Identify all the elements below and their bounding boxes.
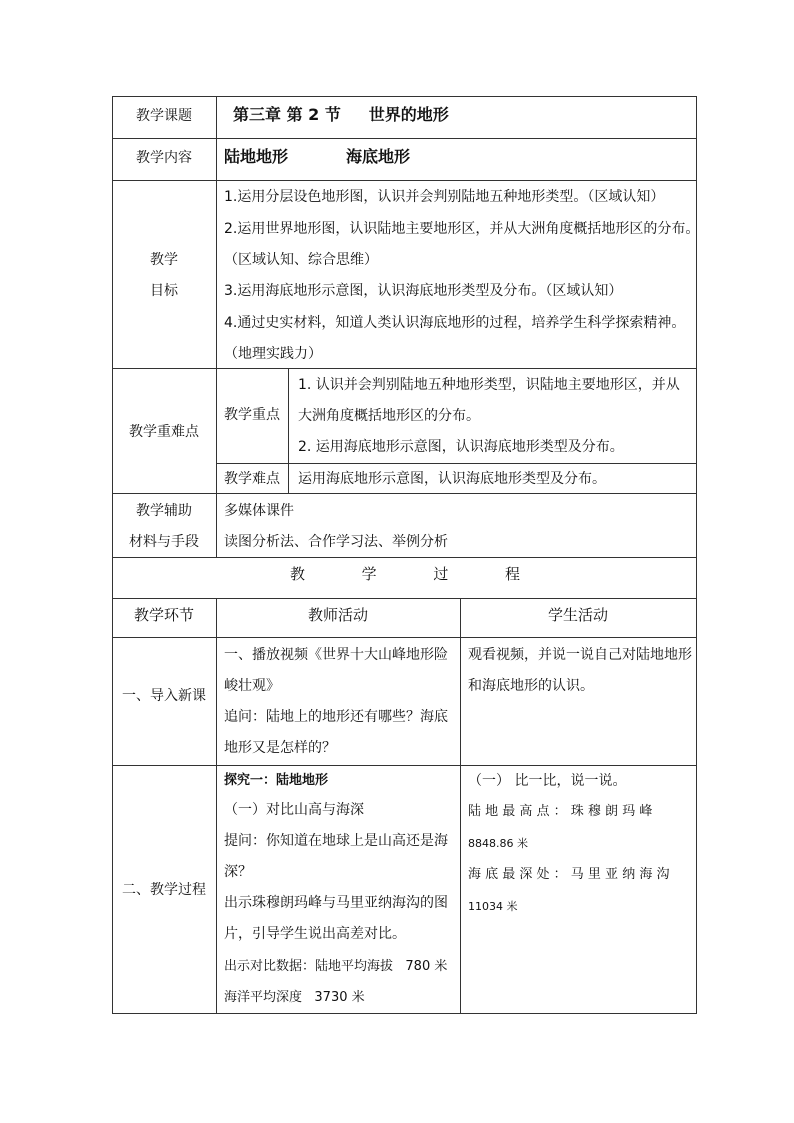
teacher-activity-line: 追问：陆地上的地形还有哪些？海底 xyxy=(224,709,448,725)
content-item-land: 陆地地形 xyxy=(224,147,289,166)
student-activity-line: 海 底 最 深 处 ： 马 里 亚 纳 海 沟 xyxy=(468,867,670,882)
goals-label-line1: 教学 xyxy=(150,252,178,268)
content-item-seabed: 海底地形 xyxy=(346,147,411,166)
teacher-activity-line: 海洋平均深度 3730 米 xyxy=(224,990,365,1005)
student-activity-line: 和海底地形的认识。 xyxy=(468,678,594,694)
teacher-activity-line: 提问：你知道在地球上是山高还是海 xyxy=(224,833,448,849)
process-heading-char: 过 xyxy=(433,565,449,583)
border-top xyxy=(112,96,697,97)
teacher-activity-line: 一、播放视频《世界十大山峰地形险 xyxy=(224,647,448,663)
student-activity-line: 11034 米 xyxy=(468,900,518,913)
aids-methods-line2: 读图分析法、合作学习法、举例分析 xyxy=(224,534,448,550)
goal-line: （地理实践力） xyxy=(224,346,322,362)
stage-intro: 一、导入新课 xyxy=(122,688,206,704)
border-left xyxy=(112,96,113,1014)
row-line xyxy=(112,138,697,139)
goal-line: 4.通过史实材料，知道人类认识海底地形的过程，培养学生科学探索精神。 xyxy=(224,315,686,331)
column-header-stage: 教学环节 xyxy=(133,606,194,624)
col-line xyxy=(460,598,461,1014)
column-header-student: 学生活动 xyxy=(547,606,608,624)
aids-label-line2: 材料与手段 xyxy=(129,534,199,550)
aids-label-line1: 教学辅助 xyxy=(136,503,192,519)
goal-line: 2.运用世界地形图，认识陆地主要地形区，并从大洲角度概括地形区的分布。 xyxy=(224,221,700,237)
row-line xyxy=(112,493,697,494)
student-activity-line: 观看视频，并说一说自己对陆地地形 xyxy=(468,647,692,663)
row-line xyxy=(112,557,697,558)
difficulty-text: 运用海底地形示意图，认识海底地形类型及分布。 xyxy=(298,471,606,487)
process-heading-char: 学 xyxy=(361,565,377,583)
student-activity-line: （一） 比一比，说一说。 xyxy=(468,773,627,789)
inquiry-title: 探究一：陆地地形 xyxy=(224,773,329,788)
process-heading xyxy=(290,566,520,583)
lesson-plan-table xyxy=(112,96,700,1014)
goal-line: 3.运用海底地形示意图，认识海底地形类型及分布。（区域认知） xyxy=(224,283,623,299)
col-line xyxy=(216,96,217,557)
topic-value: 第三章 第 2 节 世界的地形 xyxy=(233,105,449,124)
key-point-line: 1. 认识并会判别陆地五种地形类型，识陆地主要地形区，并从 xyxy=(298,377,680,393)
goals-label-line2: 目标 xyxy=(150,283,178,299)
row-line xyxy=(112,368,697,369)
teacher-activity-line: 深？ xyxy=(224,864,252,880)
row-line xyxy=(112,180,697,181)
border-bottom xyxy=(112,1013,697,1014)
process-heading-char: 教 xyxy=(290,565,306,583)
teacher-activity-line: 出示珠穆朗玛峰与马里亚纳海沟的图 xyxy=(224,895,448,911)
teacher-activity-line: （一）对比山高与海深 xyxy=(224,802,364,818)
topic-label: 教学课题 xyxy=(136,108,192,124)
goal-line: 1.运用分层设色地形图，认识并会判别陆地五种地形类型。（区域认知） xyxy=(224,189,665,205)
content-label: 教学内容 xyxy=(136,150,192,166)
col-line xyxy=(288,368,289,493)
key-point-line: 大洲角度概括地形区的分布。 xyxy=(298,408,480,424)
student-activity-line: 8848.86 米 xyxy=(468,837,528,850)
key-points-label: 教学重点 xyxy=(224,407,280,423)
teacher-activity-line: 出示对比数据：陆地平均海拔 780 米 xyxy=(224,959,448,974)
row-line xyxy=(112,765,697,766)
key-point-line: 2. 运用海底地形示意图，认识海底地形类型及分布。 xyxy=(298,439,624,455)
student-activity-line: 陆 地 最 高 点 ： 珠 穆 朗 玛 峰 xyxy=(468,804,653,819)
aids-methods-line1: 多媒体课件 xyxy=(224,503,294,519)
key-difficulty-label: 教学重难点 xyxy=(129,424,199,440)
col-line xyxy=(216,598,217,1014)
row-line xyxy=(112,598,697,599)
stage-process: 二、教学过程 xyxy=(122,882,206,898)
column-header-teacher: 教师活动 xyxy=(307,606,368,624)
row-line xyxy=(112,637,697,638)
teacher-activity-line: 片，引导学生说出高差对比。 xyxy=(224,926,406,942)
goal-line: （区域认知、综合思维） xyxy=(224,252,378,268)
teacher-activity-line: 峻壮观》 xyxy=(224,678,280,694)
teacher-activity-line: 地形又是怎样的？ xyxy=(224,740,336,756)
difficulty-label: 教学难点 xyxy=(224,471,280,487)
process-heading-char: 程 xyxy=(504,565,520,583)
